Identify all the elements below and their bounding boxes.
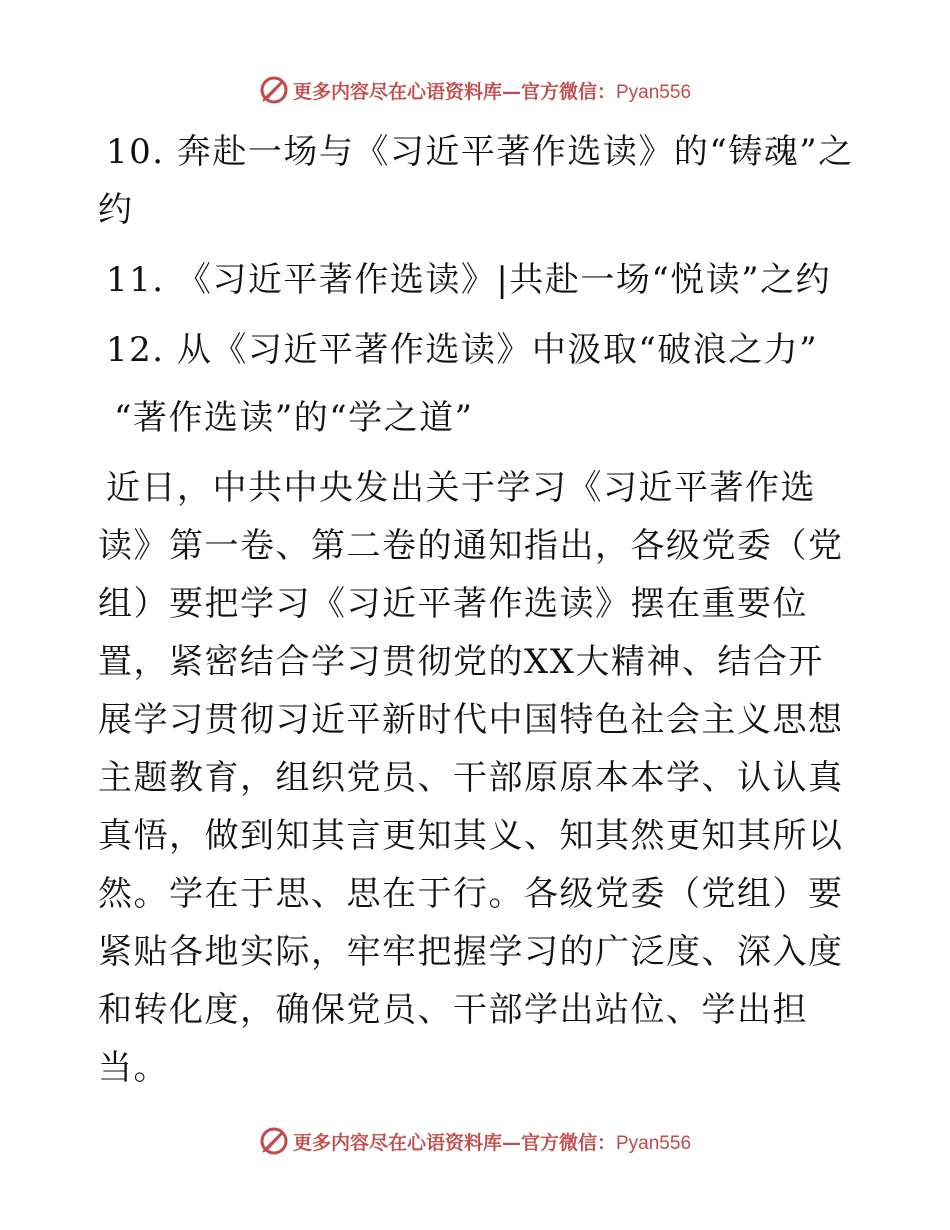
list-item: 11. 《习近平著作选读》|共赴一场“悦读”之约 [106,260,832,300]
quill-logo-icon [259,1126,289,1156]
footer-banner-text [293,1128,691,1155]
body-paragraph: 近日，中共中央发出关于学习《习近平著作选读》第一卷、第二卷的通知指出，各级党委（党组）要把学习《习近平著作选读》摆在重要位置，紧密结合学习贯彻党的XX大精神、结合开展学习贯彻习近平新时代中国特色社会主义思想主题教育，组织党员、干部原原本本学、认认真真悟，做到知其言更知其义、知其然更知其所以然。学在于思、思在于行。各级党委（党组）要紧贴各地实际，牢牢把握学习的广泛度、深入度和转化度，确保党员、干部学出站位、学出担当。 [98,468,844,1088]
document-body [98,123,858,1109]
footer-banner-title: 更多内容尽在心语资料库 [292,1131,502,1154]
header-banner-wechat-label: 官方微信： [520,80,616,103]
footer-banner-wechat-label: 官方微信： [520,1131,616,1154]
header-banner-wechat-id: Pyan556 [616,81,692,103]
footer-banner-dash: — [501,1131,521,1154]
article-title: “著作选读”的“学之道” [114,398,474,438]
footer-banner-wechat-id: Pyan556 [616,1132,692,1154]
header-banner-text [293,77,691,104]
footer-banner [0,1123,950,1159]
header-banner [0,72,950,108]
header-banner-title: 更多内容尽在心语资料库 [292,80,502,103]
header-banner-dash: — [501,80,521,103]
list-item: 10. 奔赴一场与《习近平著作选读》的“铸魂”之约 [98,132,854,230]
quill-logo-icon [259,75,289,105]
list-item: 12. 从《习近平著作选读》中汲取“破浪之力” [106,330,819,370]
